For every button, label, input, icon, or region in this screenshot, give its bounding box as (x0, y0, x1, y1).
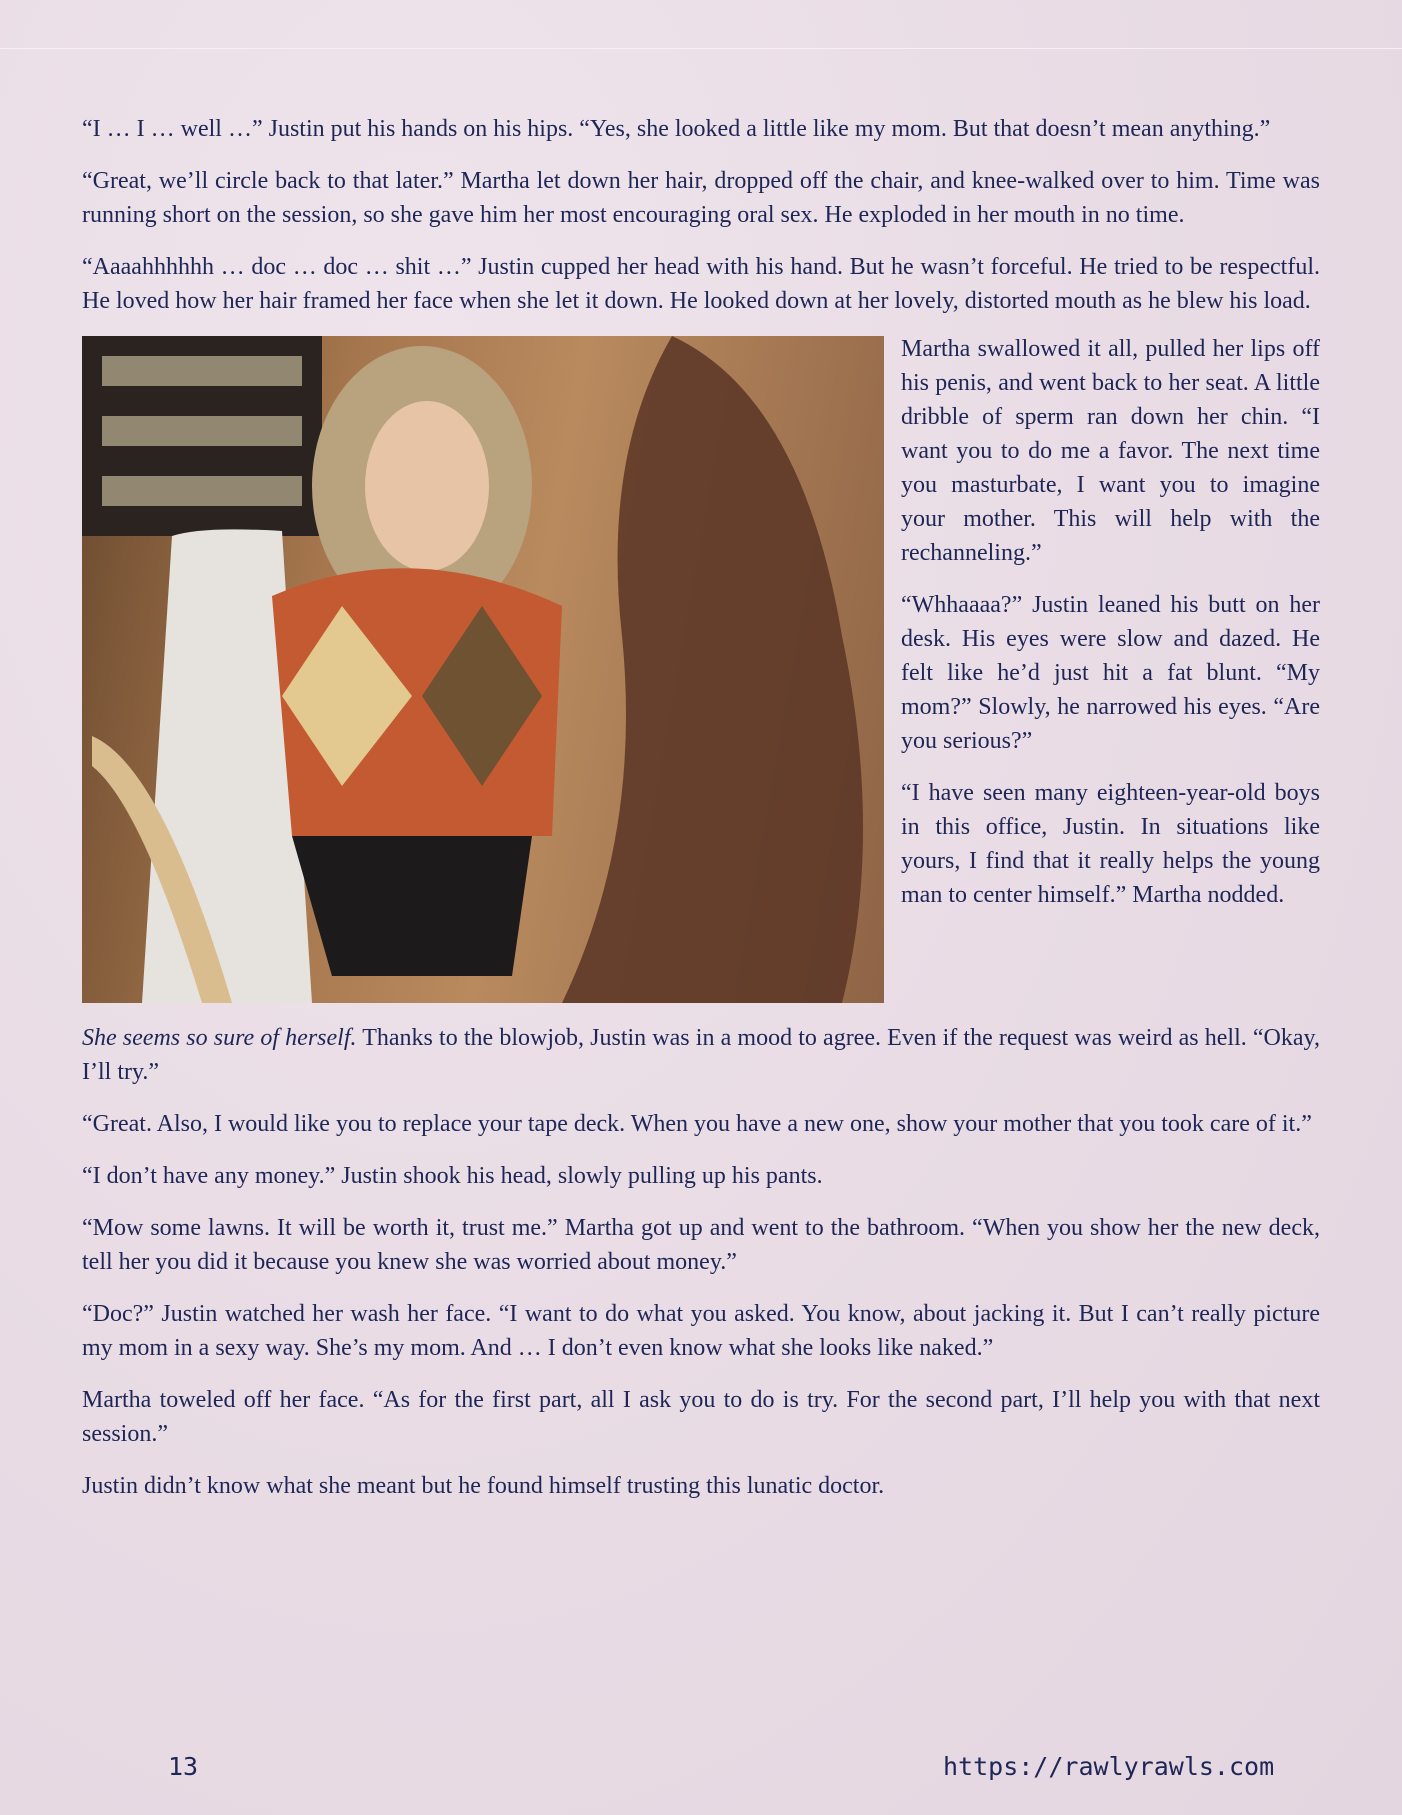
paragraph: “Whhaaaa?” Justin leaned his butt on her desk. His eyes were slow and dazed. He felt like he’d just hit a fat blunt. “My mom?” Slowly, he narrowed his eyes. “Are you serious?” (901, 592, 1320, 754)
paragraph: “Great, we’ll circle back to that later.” Martha let down her hair, dropped off the chair, and knee-walked over to him. Time was running short on the session, so she gave him her most encouraging oral sex. He exploded in her mouth in no time. (82, 168, 1320, 228)
blurred-foreground-figure (562, 336, 863, 1003)
skirt (292, 836, 532, 976)
paragraph: Justin didn’t know what she meant but he found himself trusting this lunatic doctor. (82, 1473, 885, 1499)
paragraph: Martha swallowed it all, pulled her lips off his penis, and went back to her seat. A little dribble of sperm ran down her chin. “I want you to do me a favor. The next time you masturbate, I want you to imagine your mother. This will help with the rechanneling.” (901, 336, 1320, 566)
paragraph: “Mow some lawns. It will be worth it, trust me.” Martha got up and went to the bathroom. “When you show her the new deck, tell her you did it because you knew she was worried about money.” (82, 1215, 1320, 1275)
side-text-column (901, 332, 1320, 1003)
story-illustration (82, 336, 884, 1003)
woman-face (365, 401, 489, 571)
paragraph: “I … I … well …” Justin put his hands on his hips. “Yes, she looked a little like my mom. But that doesn’t mean anything.” (82, 116, 1271, 142)
page-body (82, 112, 1320, 1521)
header-divider (0, 48, 1402, 49)
paragraph-text: Thanks to the blowjob, Justin was in a mood to agree. Even if the request was weird as hell. “Okay, I’ll try.” (82, 1025, 1320, 1085)
paragraph: “I have seen many eighteen-year-old boys in this office, Justin. In situations like yours, I find that it really helps the young man to center himself.” Martha nodded. (901, 780, 1320, 908)
paragraph: “Aaaahhhhhh … doc … doc … shit …” Justin cupped her head with his hand. But he wasn’t forceful. He tried to be respectful. He loved how her hair framed her face when she let it down. He looked down at her lovely, distorted mouth as he blew his load. (82, 254, 1320, 314)
paragraph (82, 1021, 1320, 1089)
paragraph: “Doc?” Justin watched her wash her face. “I want to do what you asked. You know, about jacking it. But I can’t really picture my mom in a sexy way. She’s my mom. And … I don’t even know what she looks like naked.” (82, 1301, 1320, 1361)
illustration-drawing (82, 336, 884, 1003)
italic-thought: She seems so sure of herself. (82, 1025, 357, 1051)
paragraph: Martha toweled off her face. “As for the first part, all I ask you to do is try. For the second part, I’ll help you with that next session.” (82, 1387, 1320, 1447)
page-number: 13 (168, 1752, 199, 1781)
paragraph: “Great. Also, I would like you to replace your tape deck. When you have a new one, show your mother that you took care of it.” (82, 1111, 1312, 1137)
figure-row (82, 336, 1320, 1003)
footer-url-link[interactable]: https://rawlyrawls.com (943, 1752, 1275, 1781)
paragraph: “I don’t have any money.” Justin shook his head, slowly pulling up his pants. (82, 1163, 823, 1189)
